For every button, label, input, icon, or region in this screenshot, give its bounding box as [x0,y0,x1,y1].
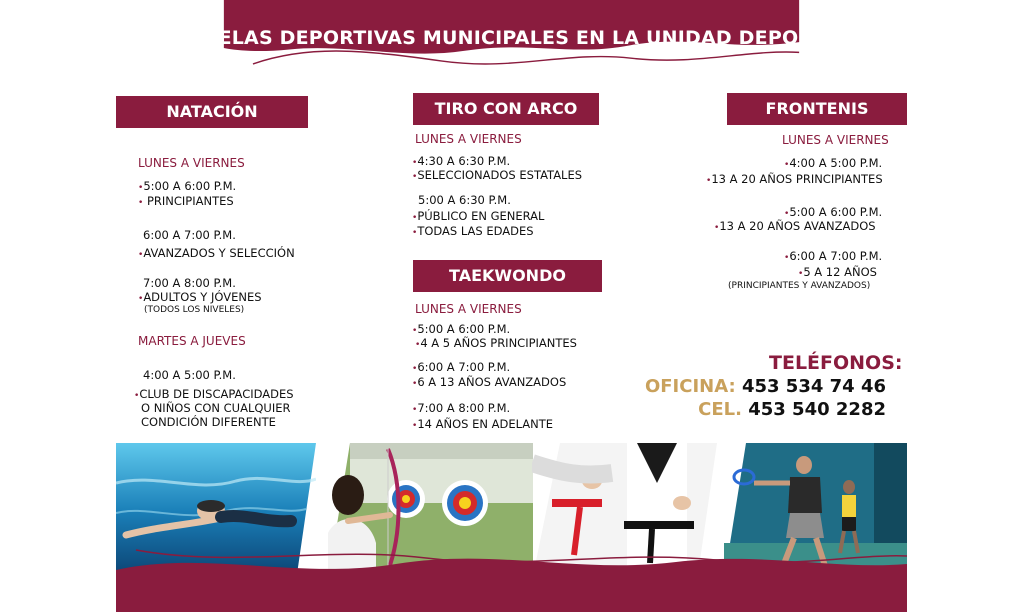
frontenis-desc-1: •13 A 20 AÑOS PRINCIPIANTES [706,172,883,186]
bullet-icon: • [415,340,421,350]
taekwondo-time-3: •7:00 A 8:00 P.M. [412,401,511,415]
flyer [116,0,907,612]
natacion-desc-1: • PRINCIPIANTES [138,194,234,208]
arco-desc-2b: •TODAS LAS EDADES [412,224,534,238]
cell-label: CEL. [698,399,742,420]
office-number: 453 534 74 46 [741,376,886,397]
frontenis-time-2: •5:00 A 6:00 P.M. [784,205,883,219]
bullet-icon: • [412,326,418,336]
office-label: OFICINA: [644,376,736,397]
phone-office [645,376,886,397]
bullet-icon: • [412,379,418,389]
natacion-header: NATACIÓN [116,96,308,128]
arco-days: LUNES A VIERNES [415,132,522,146]
natacion-days-2: MARTES A JUEVES [138,334,246,348]
phones-title: TELÉFONOS: [769,352,903,374]
phone-cell [698,399,886,420]
natacion-time-4: 4:00 A 5:00 P.M. [143,368,236,382]
natacion-desc-2: •AVANZADOS Y SELECCIÓN [138,246,295,260]
bullet-icon: • [784,160,790,170]
bullet-icon: • [784,253,790,263]
frontenis-desc-2: •13 A 20 AÑOS AVANZADOS [714,219,876,233]
natacion-time-2: 6:00 A 7:00 P.M. [143,228,236,242]
bullet-icon: • [134,391,140,401]
bullet-icon: • [412,405,418,415]
arco-header: TIRO CON ARCO [413,93,599,125]
natacion-note-3: (TODOS LOS NIVELES) [144,305,245,315]
frontenis-time-3: •6:00 A 7:00 P.M. [784,249,883,263]
arco-desc-2a: •PÚBLICO EN GENERAL [412,209,545,223]
bullet-icon: • [412,172,418,182]
taekwondo-desc-1: •4 A 5 AÑOS PRINCIPIANTES [415,336,577,350]
natacion-desc-4c: CONDICIÓN DIFERENTE [141,415,276,429]
taekwondo-time-1: •5:00 A 6:00 P.M. [412,322,511,336]
arco-time-2: 5:00 A 6:30 P.M. [418,193,511,207]
bullet-icon: • [798,269,804,279]
bullet-icon: • [412,364,418,374]
natacion-desc-4b: O NIÑOS CON CUALQUIER [141,401,291,415]
footer-wave [116,540,907,612]
bullet-icon: • [714,223,720,233]
taekwondo-days: LUNES A VIERNES [415,302,522,316]
natacion-time-1: •5:00 A 6:00 P.M. [138,179,237,193]
main-title: ESCUELAS DEPORTIVAS MUNICIPALES EN LA UNIDAD DEPORTIVA [161,27,862,49]
taekwondo-desc-2: •6 A 13 AÑOS AVANZADOS [412,375,567,389]
natacion-desc-4a: •CLUB DE DISCAPACIDADES [134,387,294,401]
bullet-icon: • [138,294,144,304]
frontenis-time-1: •4:00 A 5:00 P.M. [784,156,883,170]
bullet-icon: • [412,158,418,168]
taekwondo-header: TAEKWONDO [413,260,602,292]
bullet-icon: • [706,176,712,186]
frontenis-note-3: (PRINCIPIANTES Y AVANZADOS) [728,281,871,291]
cell-number: 453 540 2282 [748,399,886,420]
taekwondo-desc-3: •14 AÑOS EN ADELANTE [412,417,554,431]
taekwondo-time-2: •6:00 A 7:00 P.M. [412,360,511,374]
bullet-icon: • [412,228,418,238]
natacion-days-1: LUNES A VIERNES [138,156,245,170]
natacion-time-3: 7:00 A 8:00 P.M. [143,276,236,290]
bullet-icon: • [412,421,418,431]
frontenis-desc-3: •5 A 12 AÑOS [798,265,877,279]
frontenis-days: LUNES A VIERNES [782,133,889,147]
natacion-desc-3: •ADULTOS Y JÓVENES [138,290,262,304]
arco-desc-1: •SELECCIONADOS ESTATALES [412,168,583,182]
bullet-icon: • [138,250,144,260]
bullet-icon: • [138,198,144,208]
arco-time-1: •4:30 A 6:30 P.M. [412,154,511,168]
bullet-icon: • [138,183,144,193]
bullet-icon: • [784,209,790,219]
bullet-icon: • [412,213,418,223]
frontenis-header: FRONTENIS [727,93,907,125]
